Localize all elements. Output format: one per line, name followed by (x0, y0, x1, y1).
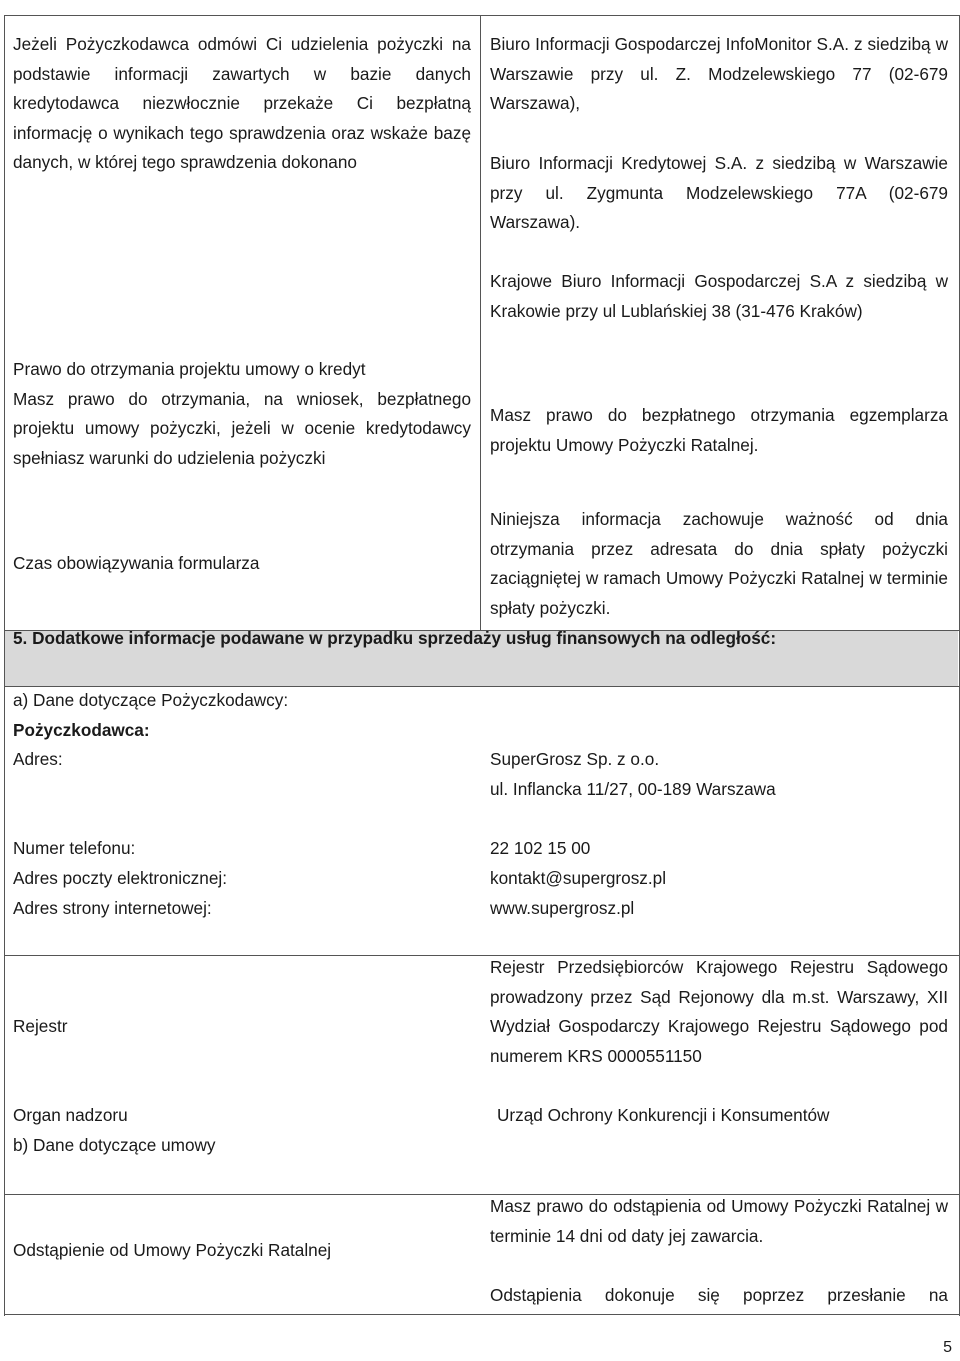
email-value: kontakt@supergrosz.pl (490, 868, 667, 888)
refusal-info-label: Jeżeli Pożyczkodawca odmówi Ci udzielenia pożyczki na podstawie informacji zawartych w bazie danych kredytodawca niezwłocznie przekaże Ci bezpłatną informację o wynikach tego sprawdzenia oraz wskaże bazę danych, w której tego sprawdzenia dokonano (13, 34, 471, 173)
email-label: Adres poczty elektronicznej: (13, 868, 227, 888)
krd-address: Krajowe Biuro Informacji Gospodarczej S.A z siedzibą w Krakowie przy ul Lublańskiej 38 (31-476 Kraków) (490, 271, 948, 321)
infomonitor-address: Biuro Informacji Gospodarczej InfoMonitor S.A. z siedzibą w Warszawie przy ul. Z. Modzelewskiego 77 (02-679 Warszawa), (490, 34, 948, 114)
website-value: www.supergrosz.pl (490, 898, 635, 918)
supervision-label: Organ nadzoru (13, 1105, 128, 1125)
draft-agreement-title: Prawo do otrzymania projektu umowy o kredyt (13, 359, 366, 379)
phone-value: 22 102 15 00 (490, 838, 591, 858)
withdrawal-value: Masz prawo do odstąpienia od Umowy Pożyczki Ratalnej w terminie 14 dni od daty jej zawarcia. (490, 1196, 948, 1246)
draft-agreement-description: Masz prawo do otrzymania, na wniosek, bezpłatnego projektu umowy pożyczki, jeżeli w ocenie kredytodawcy spełniasz warunki do udzielenia pożyczki (13, 388, 471, 468)
website-label: Adres strony internetowej: (13, 898, 212, 918)
lender-data-subheading: a) Dane dotyczące Pożyczkodawcy: (13, 690, 289, 710)
register-label: Rejestr (13, 1016, 68, 1036)
lender-name: SuperGrosz Sp. z o.o. (490, 749, 660, 769)
lender-address: ul. Inflancka 11/27, 00-189 Warszawa (490, 779, 776, 799)
lender-label: Pożyczkodawca: (13, 720, 150, 740)
validity-value: Niniejsza informacja zachowuje ważność od dnia otrzymania przez adresata do dnia spłaty pożyczki zaciągniętej w ramach Umowy Pożyczki Ratalnej w terminie spłaty pożyczki. (490, 509, 948, 618)
withdrawal-label: Odstąpienie od Umowy Pożyczki Ratalnej (13, 1240, 332, 1260)
draft-agreement-block (13, 355, 471, 473)
column-divider (480, 15, 481, 630)
bik-address: Biuro Informacji Kredytowej S.A. z siedzibą w Warszawie przy ul. Zygmunta Modzelewskiego 77A (02-679 Warszawa). (490, 153, 948, 233)
section-5-heading: 5. Dodatkowe informacje podawane w przypadku sprzedaży usług finansowych na odległość: (13, 628, 777, 648)
withdrawal-continuation (490, 1281, 948, 1311)
page-number: 5 (943, 1339, 952, 1356)
validity-label: Czas obowiązywania formularza (13, 553, 260, 573)
withdrawal-continuation-text: Odstąpienia dokonuje się poprzez przesłanie na (490, 1285, 948, 1305)
row-divider (4, 1314, 960, 1315)
supervision-value: Urząd Ochrony Konkurencji i Konsumentów (497, 1105, 830, 1125)
phone-label: Numer telefonu: (13, 838, 136, 858)
address-label: Adres: (13, 749, 63, 769)
contract-data-subheading: b) Dane dotyczące umowy (13, 1135, 216, 1155)
draft-agreement-right: Masz prawo do bezpłatnego otrzymania egzemplarza projektu Umowy Pożyczki Ratalnej. (490, 405, 948, 455)
register-value: Rejestr Przedsiębiorców Krajowego Rejestru Sądowego prowadzony przez Sąd Rejonowy dla m.st. Warszawy, XII Wydział Gospodarczy Krajowego Rejestru Sądowego pod numerem KRS 0000551150 (490, 957, 948, 1066)
